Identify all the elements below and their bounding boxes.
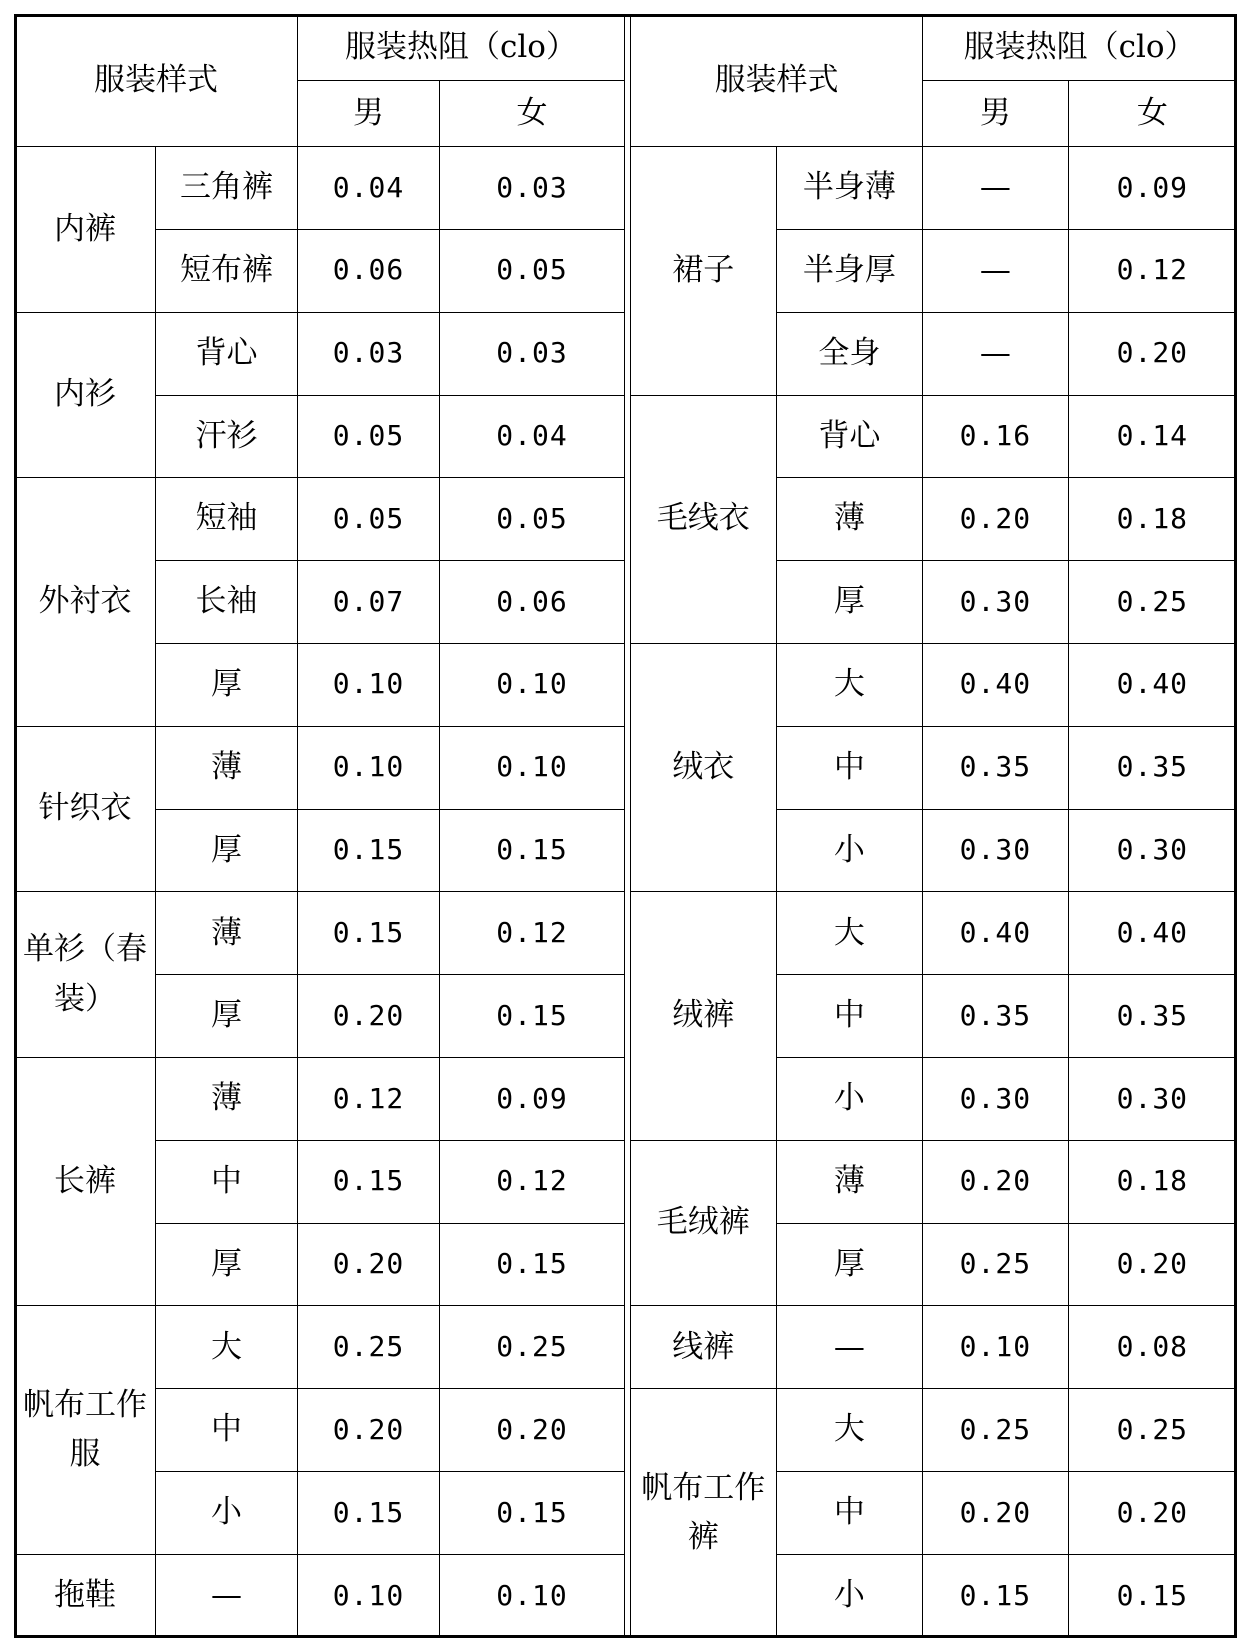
- female-clo-value: 0.04: [440, 395, 625, 478]
- clothing-category: 单衫（春装）: [15, 892, 156, 1058]
- female-clo-value: 0.25: [440, 1306, 625, 1389]
- clothing-thermal-table: [14, 14, 1237, 1638]
- female-clo-value: 0.08: [1068, 1306, 1236, 1389]
- female-header: 女: [440, 81, 625, 147]
- female-clo-value: 0.15: [440, 809, 625, 892]
- male-clo-value: —: [923, 147, 1069, 230]
- clothing-subtype: —: [776, 1306, 923, 1389]
- clothing-subtype: 薄: [776, 478, 923, 561]
- female-clo-value: 0.12: [440, 892, 625, 975]
- clothing-category: 长裤: [15, 1058, 156, 1306]
- male-header: 男: [298, 81, 440, 147]
- table-row: [631, 1306, 1237, 1389]
- table-row: [631, 395, 1237, 478]
- clothing-subtype: 大: [776, 892, 923, 975]
- male-clo-value: —: [923, 229, 1069, 312]
- male-clo-value: 0.40: [923, 892, 1069, 975]
- male-clo-value: 0.06: [298, 229, 440, 312]
- male-clo-value: 0.25: [298, 1306, 440, 1389]
- male-clo-value: 0.20: [923, 478, 1069, 561]
- left-table: [14, 14, 625, 1638]
- male-clo-value: 0.05: [298, 478, 440, 561]
- female-clo-value: 0.12: [440, 1140, 625, 1223]
- table-row: [15, 312, 625, 395]
- male-clo-value: 0.20: [298, 1223, 440, 1306]
- clothing-subtype: 半身厚: [776, 229, 923, 312]
- female-clo-value: 0.03: [440, 147, 625, 230]
- clothing-subtype: 小: [776, 809, 923, 892]
- clothing-category: 内裤: [15, 147, 156, 313]
- male-clo-value: 0.12: [298, 1058, 440, 1141]
- female-clo-value: 0.05: [440, 229, 625, 312]
- male-clo-value: 0.20: [923, 1140, 1069, 1223]
- clothing-subtype: 薄: [156, 1058, 298, 1141]
- female-clo-value: 0.18: [1068, 478, 1236, 561]
- clothing-subtype: 薄: [776, 1140, 923, 1223]
- male-clo-value: 0.25: [923, 1389, 1069, 1472]
- male-clo-value: 0.16: [923, 395, 1069, 478]
- clothing-category: 裙子: [631, 147, 777, 395]
- clothing-category: 绒衣: [631, 643, 777, 891]
- clothing-subtype: 大: [156, 1306, 298, 1389]
- male-clo-value: 0.20: [298, 975, 440, 1058]
- clothing-subtype: 小: [156, 1472, 298, 1555]
- male-clo-value: 0.15: [298, 892, 440, 975]
- female-clo-value: 0.10: [440, 1554, 625, 1637]
- clothing-subtype: 大: [776, 643, 923, 726]
- female-clo-value: 0.15: [440, 1223, 625, 1306]
- clothing-subtype: 薄: [156, 726, 298, 809]
- clothing-category: 外衬衣: [15, 478, 156, 726]
- male-header: 男: [923, 81, 1069, 147]
- clothing-subtype: 小: [776, 1554, 923, 1637]
- clothing-category: 针织衣: [15, 726, 156, 892]
- table-row: [631, 643, 1237, 726]
- male-clo-value: 0.30: [923, 1058, 1069, 1141]
- male-clo-value: 0.35: [923, 726, 1069, 809]
- male-clo-value: 0.05: [298, 395, 440, 478]
- female-clo-value: 0.25: [1068, 1389, 1236, 1472]
- clothing-subtype: 汗衫: [156, 395, 298, 478]
- clothing-subtype: 厚: [776, 1223, 923, 1306]
- clothing-category: 毛线衣: [631, 395, 777, 643]
- clothing-subtype: 厚: [776, 561, 923, 644]
- male-clo-value: 0.15: [298, 1472, 440, 1555]
- male-clo-value: 0.20: [923, 1472, 1069, 1555]
- female-clo-value: 0.10: [440, 643, 625, 726]
- right-table: [630, 14, 1237, 1638]
- male-clo-value: 0.15: [298, 1140, 440, 1223]
- female-clo-value: 0.03: [440, 312, 625, 395]
- female-clo-value: 0.15: [440, 975, 625, 1058]
- table-row: [15, 1058, 625, 1141]
- table-row: [15, 1306, 625, 1389]
- table-row: [15, 1554, 625, 1637]
- style-header: 服装样式: [15, 15, 298, 147]
- clothing-subtype: 三角裤: [156, 147, 298, 230]
- female-clo-value: 0.40: [1068, 643, 1236, 726]
- clothing-subtype: 厚: [156, 809, 298, 892]
- clothing-category: 线裤: [631, 1306, 777, 1389]
- male-clo-value: 0.40: [923, 643, 1069, 726]
- male-clo-value: 0.10: [298, 1554, 440, 1637]
- male-clo-value: 0.15: [298, 809, 440, 892]
- clothing-subtype: 大: [776, 1389, 923, 1472]
- male-clo-value: 0.10: [923, 1306, 1069, 1389]
- male-clo-value: 0.20: [298, 1389, 440, 1472]
- female-clo-value: 0.12: [1068, 229, 1236, 312]
- male-clo-value: 0.30: [923, 809, 1069, 892]
- table-row: [631, 892, 1237, 975]
- female-clo-value: 0.10: [440, 726, 625, 809]
- clothing-subtype: 半身薄: [776, 147, 923, 230]
- clothing-subtype: 中: [156, 1140, 298, 1223]
- male-clo-value: —: [923, 312, 1069, 395]
- clothing-subtype: 背心: [776, 395, 923, 478]
- female-clo-value: 0.14: [1068, 395, 1236, 478]
- table-row: [15, 478, 625, 561]
- table-row: [631, 1389, 1237, 1472]
- male-clo-value: 0.03: [298, 312, 440, 395]
- female-clo-value: 0.35: [1068, 975, 1236, 1058]
- clothing-subtype: 中: [156, 1389, 298, 1472]
- female-clo-value: 0.05: [440, 478, 625, 561]
- female-clo-value: 0.20: [1068, 1223, 1236, 1306]
- thermal-header: 服装热阻（clo）: [298, 15, 625, 81]
- clothing-category: 内衫: [15, 312, 156, 478]
- female-clo-value: 0.09: [1068, 147, 1236, 230]
- clothing-subtype: 厚: [156, 975, 298, 1058]
- clothing-subtype: 小: [776, 1058, 923, 1141]
- female-header: 女: [1068, 81, 1236, 147]
- clothing-subtype: 短袖: [156, 478, 298, 561]
- female-clo-value: 0.35: [1068, 726, 1236, 809]
- table-row: [631, 147, 1237, 230]
- male-clo-value: 0.25: [923, 1223, 1069, 1306]
- male-clo-value: 0.15: [923, 1554, 1069, 1637]
- female-clo-value: 0.30: [1068, 809, 1236, 892]
- clothing-subtype: 中: [776, 726, 923, 809]
- thermal-header: 服装热阻（clo）: [923, 15, 1237, 81]
- clothing-subtype: 薄: [156, 892, 298, 975]
- male-clo-value: 0.04: [298, 147, 440, 230]
- female-clo-value: 0.15: [1068, 1554, 1236, 1637]
- table-row: [15, 147, 625, 230]
- female-clo-value: 0.20: [440, 1389, 625, 1472]
- female-clo-value: 0.25: [1068, 561, 1236, 644]
- clothing-subtype: 厚: [156, 643, 298, 726]
- clothing-subtype: 厚: [156, 1223, 298, 1306]
- table-row: [15, 892, 625, 975]
- clothing-category: 绒裤: [631, 892, 777, 1140]
- male-clo-value: 0.10: [298, 643, 440, 726]
- table-row: [15, 726, 625, 809]
- female-clo-value: 0.40: [1068, 892, 1236, 975]
- clothing-category: 帆布工作服: [15, 1306, 156, 1554]
- female-clo-value: 0.20: [1068, 312, 1236, 395]
- male-clo-value: 0.35: [923, 975, 1069, 1058]
- female-clo-value: 0.06: [440, 561, 625, 644]
- male-clo-value: 0.10: [298, 726, 440, 809]
- female-clo-value: 0.09: [440, 1058, 625, 1141]
- left-table-half: [14, 14, 624, 1638]
- clothing-subtype: 背心: [156, 312, 298, 395]
- clothing-subtype: 短布裤: [156, 229, 298, 312]
- female-clo-value: 0.30: [1068, 1058, 1236, 1141]
- female-clo-value: 0.15: [440, 1472, 625, 1555]
- clothing-subtype: 全身: [776, 312, 923, 395]
- table-row: [631, 1140, 1237, 1223]
- male-clo-value: 0.30: [923, 561, 1069, 644]
- clothing-subtype: 长袖: [156, 561, 298, 644]
- clothing-subtype: 中: [776, 975, 923, 1058]
- clothing-subtype: —: [156, 1554, 298, 1637]
- clothing-category: 拖鞋: [15, 1554, 156, 1637]
- style-header: 服装样式: [631, 15, 923, 147]
- clothing-subtype: 中: [776, 1472, 923, 1555]
- female-clo-value: 0.20: [1068, 1472, 1236, 1555]
- female-clo-value: 0.18: [1068, 1140, 1236, 1223]
- clothing-category: 帆布工作裤: [631, 1389, 777, 1638]
- clothing-category: 毛绒裤: [631, 1140, 777, 1306]
- right-table-half: [630, 14, 1237, 1638]
- male-clo-value: 0.07: [298, 561, 440, 644]
